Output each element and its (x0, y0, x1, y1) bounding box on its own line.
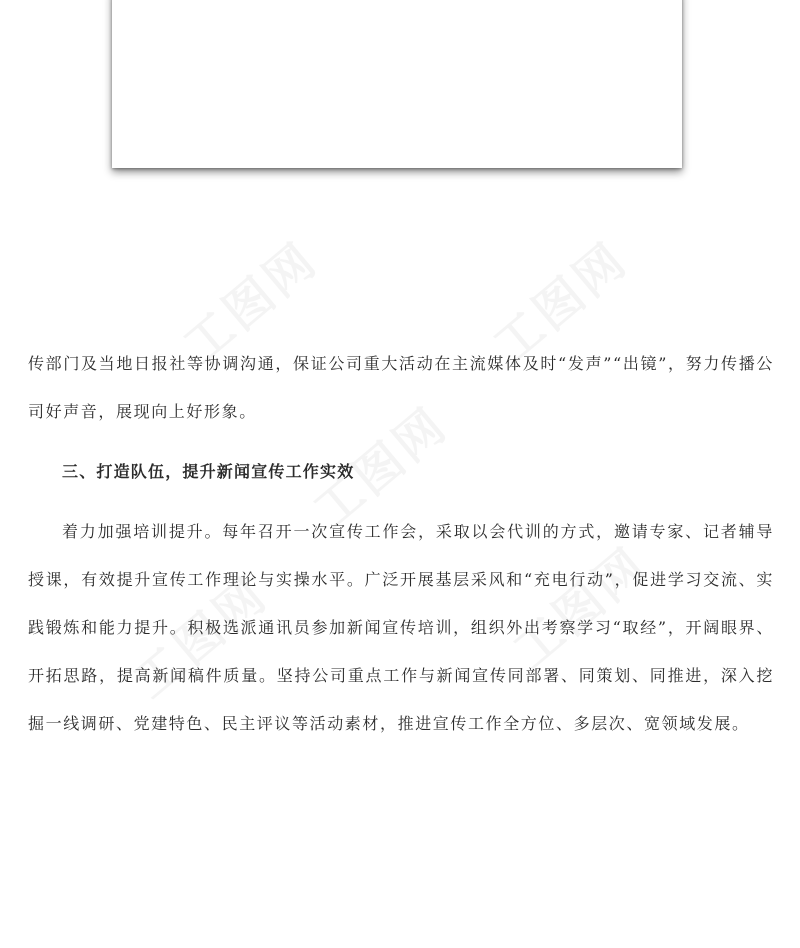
section-heading: 三、打造队伍，提升新闻宣传工作实效 (62, 462, 355, 481)
document-body (28, 340, 774, 748)
paragraph-training: 着力加强培训提升。每年召开一次宣传工作会，采取以会代训的方式，邀请专家、记者辅导授课，有效提升宣传工作理论与实操水平。广泛开展基层采风和“充电行动”，促进学习交流、实践锻炼和能力提升。积极选派通讯员参加新闻宣传培训，组织外出考察学习“取经”，开阔眼界、开拓思路，提高新闻稿件质量。坚持公司重点工作与新闻宣传同部署、同策划、同推进，深入挖掘一线调研、党建特色、民主评议等活动素材，推进宣传工作全方位、多层次、宽领域发展。 (28, 522, 774, 733)
paragraph-continuation: 传部门及当地日报社等协调沟通，保证公司重大活动在主流媒体及时“发声”“出镜”，努力传播公司好声音，展现向上好形象。 (28, 354, 774, 421)
document-preview-card (112, 0, 682, 168)
